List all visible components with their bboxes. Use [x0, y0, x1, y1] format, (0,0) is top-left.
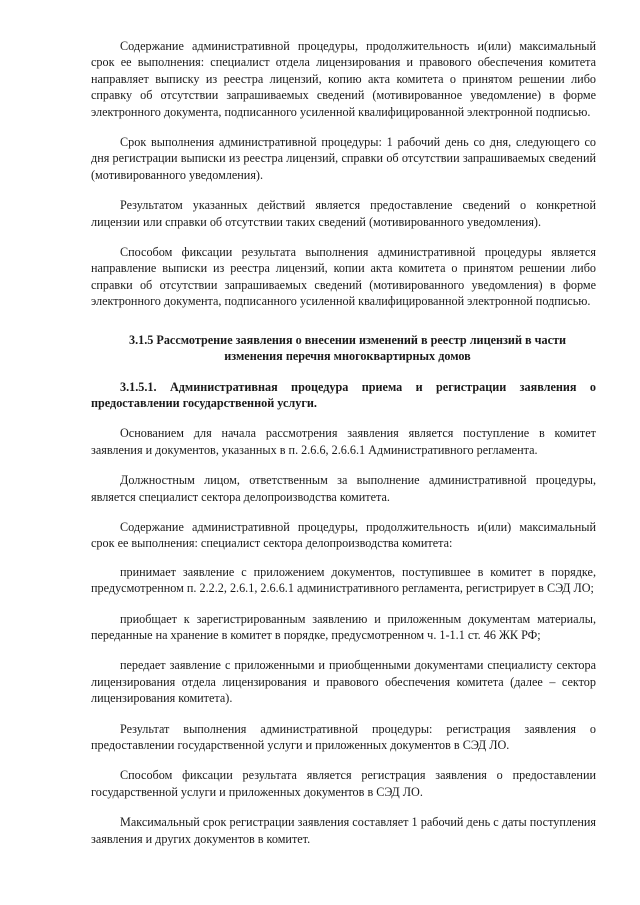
paragraph-basis: Основанием для начала рассмотрения заявления является поступление в комитет заявления и документов, указанных в п. 2.6.6, 2.6.6.1 Административного регламента. — [91, 426, 596, 457]
paragraph-max-term: Максимальный срок регистрации заявления составляет 1 рабочий день с даты поступления заявления и других документов в комитет. — [91, 815, 596, 846]
subsection-heading: 3.1.5.1. Административная процедура приема и регистрации заявления о предоставлении государственной услуги. — [91, 379, 596, 410]
paragraph-procedure-content-2: Содержание административной процедуры, продолжительность и(или) максимальный срок ее выполнения: специалист сектора делопроизводства комитета: — [91, 519, 596, 551]
paragraph-procedure-result: Результат выполнения административной процедуры: регистрация заявления о предоставлении государственной услуги и приложенных документов в СЭД ЛО. — [91, 721, 596, 752]
document-page — [91, 38, 596, 861]
paragraph-procedure-term: Срок выполнения административной процедуры: 1 рабочий день со дня, следующего со дня регистрации выписки из реестра лицензий, справки об отсутствии запрашиваемых сведений (мотивированного уведомления). — [91, 135, 596, 182]
paragraph-procedure-content: Содержание административной процедуры, продолжительность и(или) максимальный срок ее выполнения: специалист отдела лицензирования и правового обеспечения комитета направляет выписку из реестра лицензий, копию акта комитета о принятом решении либо справку об отсутствии запрашиваемых сведений (мотивированное уведомление) в форме электронного документа, подписанного усиленной квалифицированной электронной подписью. — [91, 39, 596, 119]
list-item-accepts: принимает заявление с приложением документов, поступившее в комитет в порядке, предусмотренном п. 2.2.2, 2.6.1, 2.6.6.1 административного регламента, регистрирует в СЭД ЛО; — [91, 564, 596, 596]
list-item-transfers: передает заявление с приложенными и приобщенными документами специалисту сектора лицензирования отдела лицензирования и правового обеспечения комитета (далее – сектор лицензирования комитета). — [91, 658, 596, 706]
paragraph-responsible-official: Должностным лицом, ответственным за выполнение административной процедуры, является специалист сектора делопроизводства комитета. — [91, 473, 596, 504]
section-heading: 3.1.5 Рассмотрение заявления о внесении изменений в реестр лицензий в части изменения перечня многоквартирных домов — [128, 332, 567, 364]
list-item-attaches: приобщает к зарегистрированным заявлению и приложенным документам материалы, переданные на хранение в комитет в порядке, предусмотренном ч. 1-1.1 ст. 46 ЖК РФ; — [91, 611, 596, 642]
paragraph-fixation-method: Способом фиксации результата выполнения административной процедуры является направление выписки из реестра лицензий, копии акта комитета о принятом решении либо справки об отсутствии запрашиваемых сведений (мотивированного уведомления) в форме электронного документа, подписанного усиленной квалифицированной электронной подписью. — [91, 245, 596, 309]
paragraph-result: Результатом указанных действий является предоставление сведений о конкретной лицензии или справки об отсутствии таких сведений (мотивированного уведомления). — [91, 198, 596, 229]
paragraph-fixation-method-2: Способом фиксации результата является регистрация заявления о предоставлении государственной услуги и приложенных документов в СЭД ЛО. — [91, 768, 596, 799]
